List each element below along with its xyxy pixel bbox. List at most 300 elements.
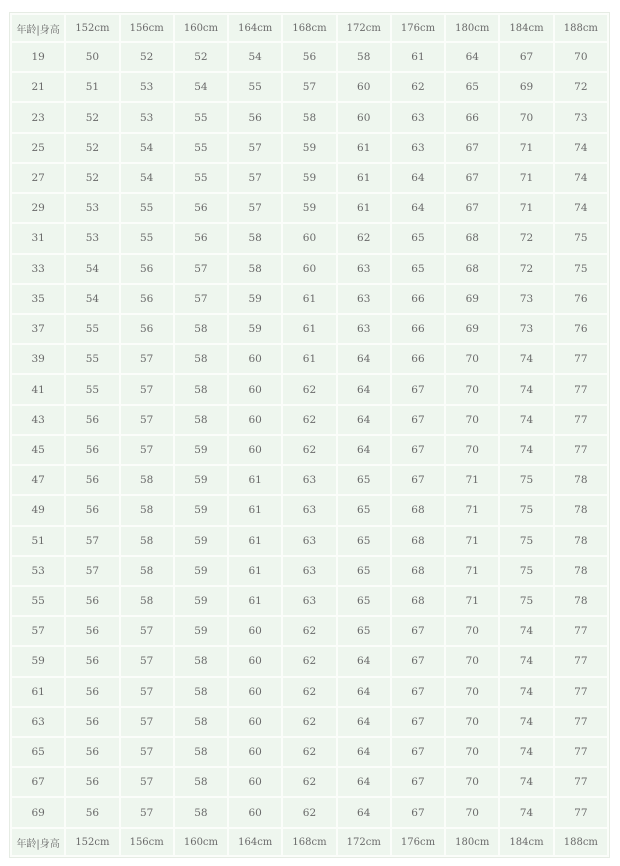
weight-cell: 71 — [446, 557, 498, 585]
weight-cell: 74 — [555, 134, 607, 162]
age-cell: 37 — [12, 315, 64, 343]
weight-cell: 56 — [229, 103, 281, 131]
weight-cell: 53 — [66, 224, 118, 252]
age-cell: 53 — [12, 557, 64, 585]
weight-cell: 56 — [66, 406, 118, 434]
weight-cell: 58 — [283, 103, 335, 131]
table-row — [12, 768, 607, 796]
weight-cell: 57 — [229, 194, 281, 222]
weight-cell: 59 — [283, 194, 335, 222]
weight-cell: 58 — [229, 224, 281, 252]
weight-cell: 68 — [446, 224, 498, 252]
weight-cell: 61 — [229, 466, 281, 494]
weight-cell: 74 — [500, 617, 552, 645]
weight-cell: 58 — [121, 587, 173, 615]
weight-cell: 70 — [446, 617, 498, 645]
weight-cell: 58 — [121, 466, 173, 494]
weight-cell: 56 — [121, 255, 173, 283]
weight-cell: 61 — [229, 496, 281, 524]
weight-cell: 77 — [555, 768, 607, 796]
weight-cell: 53 — [121, 103, 173, 131]
footer-cell-age-height: 年龄|身高 — [12, 829, 64, 855]
weight-cell: 56 — [66, 647, 118, 675]
weight-cell: 58 — [338, 43, 390, 71]
weight-cell: 57 — [229, 164, 281, 192]
weight-cell: 55 — [66, 345, 118, 373]
weight-cell: 56 — [66, 496, 118, 524]
weight-cell: 63 — [283, 557, 335, 585]
weight-cell: 60 — [229, 436, 281, 464]
weight-cell: 74 — [500, 738, 552, 766]
weight-cell: 75 — [500, 466, 552, 494]
table-row — [12, 103, 607, 131]
weight-cell: 71 — [500, 194, 552, 222]
weight-cell: 77 — [555, 678, 607, 706]
weight-cell: 61 — [338, 164, 390, 192]
table-row — [12, 798, 607, 827]
weight-cell: 75 — [500, 557, 552, 585]
weight-cell: 71 — [446, 496, 498, 524]
weight-cell: 74 — [500, 345, 552, 373]
weight-cell: 78 — [555, 527, 607, 555]
age-cell: 39 — [12, 345, 64, 373]
weight-cell: 64 — [338, 768, 390, 796]
weight-cell: 71 — [500, 134, 552, 162]
table-row — [12, 436, 607, 464]
weight-cell: 61 — [338, 134, 390, 162]
weight-cell: 56 — [121, 315, 173, 343]
footer-cell-height: 172cm — [338, 829, 390, 855]
weight-cell: 60 — [283, 255, 335, 283]
weight-cell: 70 — [446, 375, 498, 403]
table-row — [12, 708, 607, 736]
weight-cell: 61 — [283, 315, 335, 343]
age-cell: 59 — [12, 647, 64, 675]
age-cell: 33 — [12, 255, 64, 283]
weight-cell: 61 — [229, 557, 281, 585]
weight-cell: 60 — [338, 103, 390, 131]
weight-cell: 55 — [66, 375, 118, 403]
age-cell: 25 — [12, 134, 64, 162]
weight-cell: 57 — [121, 798, 173, 827]
weight-cell: 60 — [229, 375, 281, 403]
table-row — [12, 587, 607, 615]
weight-cell: 62 — [338, 224, 390, 252]
weight-cell: 67 — [500, 43, 552, 71]
weight-cell: 62 — [283, 798, 335, 827]
weight-cell: 70 — [446, 647, 498, 675]
weight-cell: 64 — [392, 164, 444, 192]
weight-cell: 74 — [500, 647, 552, 675]
weight-cell: 63 — [338, 255, 390, 283]
weight-cell: 67 — [446, 194, 498, 222]
weight-cell: 57 — [121, 617, 173, 645]
age-cell: 43 — [12, 406, 64, 434]
weight-cell: 57 — [121, 375, 173, 403]
weight-cell: 70 — [555, 43, 607, 71]
age-cell: 51 — [12, 527, 64, 555]
weight-cell: 56 — [66, 436, 118, 464]
weight-cell: 70 — [446, 798, 498, 827]
weight-cell: 68 — [392, 557, 444, 585]
weight-cell: 78 — [555, 557, 607, 585]
weight-cell: 59 — [175, 557, 227, 585]
weight-cell: 61 — [229, 527, 281, 555]
weight-cell: 57 — [283, 73, 335, 101]
weight-cell: 55 — [229, 73, 281, 101]
weight-cell: 66 — [392, 315, 444, 343]
weight-cell: 54 — [175, 73, 227, 101]
weight-cell: 59 — [175, 527, 227, 555]
weight-cell: 65 — [392, 224, 444, 252]
weight-cell: 70 — [446, 708, 498, 736]
weight-cell: 74 — [500, 708, 552, 736]
weight-cell: 60 — [229, 738, 281, 766]
weight-cell: 56 — [66, 738, 118, 766]
table-row — [12, 73, 607, 101]
table-row — [12, 224, 607, 252]
weight-cell: 67 — [446, 164, 498, 192]
weight-cell: 67 — [392, 647, 444, 675]
header-cell-age-height: 年龄|身高 — [12, 15, 64, 41]
weight-cell: 58 — [175, 345, 227, 373]
weight-cell: 71 — [446, 466, 498, 494]
footer-cell-height: 180cm — [446, 829, 498, 855]
weight-cell: 67 — [392, 738, 444, 766]
weight-cell: 58 — [175, 315, 227, 343]
weight-cell: 54 — [229, 43, 281, 71]
table-header — [12, 15, 607, 41]
age-cell: 63 — [12, 708, 64, 736]
weight-cell: 66 — [392, 285, 444, 313]
weight-cell: 77 — [555, 798, 607, 827]
header-row — [12, 15, 607, 41]
weight-cell: 63 — [338, 285, 390, 313]
weight-cell: 71 — [500, 164, 552, 192]
weight-cell: 74 — [500, 798, 552, 827]
weight-cell: 77 — [555, 375, 607, 403]
weight-cell: 56 — [66, 708, 118, 736]
weight-cell: 56 — [175, 194, 227, 222]
weight-cell: 58 — [175, 406, 227, 434]
weight-cell: 78 — [555, 466, 607, 494]
weight-cell: 60 — [229, 406, 281, 434]
weight-cell: 57 — [121, 406, 173, 434]
weight-cell: 68 — [392, 527, 444, 555]
weight-cell: 74 — [500, 678, 552, 706]
footer-cell-height: 168cm — [283, 829, 335, 855]
footer-cell-height: 156cm — [121, 829, 173, 855]
weight-cell: 60 — [338, 73, 390, 101]
weight-cell: 57 — [175, 255, 227, 283]
age-cell: 41 — [12, 375, 64, 403]
weight-cell: 63 — [283, 527, 335, 555]
weight-cell: 65 — [338, 587, 390, 615]
weight-cell: 77 — [555, 647, 607, 675]
weight-cell: 64 — [446, 43, 498, 71]
weight-cell: 62 — [283, 375, 335, 403]
weight-cell: 56 — [66, 466, 118, 494]
weight-cell: 78 — [555, 496, 607, 524]
table-row — [12, 375, 607, 403]
weight-cell: 56 — [66, 587, 118, 615]
table-row — [12, 466, 607, 494]
weight-cell: 60 — [229, 617, 281, 645]
weight-cell: 76 — [555, 315, 607, 343]
weight-cell: 59 — [283, 134, 335, 162]
weight-cell: 58 — [121, 527, 173, 555]
weight-cell: 60 — [229, 345, 281, 373]
weight-cell: 55 — [175, 164, 227, 192]
weight-cell: 63 — [283, 587, 335, 615]
weight-cell: 52 — [121, 43, 173, 71]
weight-cell: 59 — [229, 285, 281, 313]
weight-cell: 61 — [338, 194, 390, 222]
weight-cell: 60 — [283, 224, 335, 252]
table-row — [12, 43, 607, 71]
weight-cell: 59 — [175, 617, 227, 645]
weight-cell: 53 — [66, 194, 118, 222]
weight-cell: 60 — [229, 708, 281, 736]
table-row — [12, 285, 607, 313]
weight-cell: 63 — [338, 315, 390, 343]
weight-cell: 77 — [555, 617, 607, 645]
weight-cell: 58 — [175, 647, 227, 675]
weight-cell: 57 — [121, 345, 173, 373]
weight-cell: 75 — [555, 255, 607, 283]
weight-cell: 63 — [392, 134, 444, 162]
age-cell: 23 — [12, 103, 64, 131]
header-cell-height: 184cm — [500, 15, 552, 41]
weight-cell: 52 — [66, 164, 118, 192]
weight-table-container — [9, 12, 610, 858]
weight-cell: 61 — [229, 587, 281, 615]
age-cell: 65 — [12, 738, 64, 766]
age-cell: 31 — [12, 224, 64, 252]
weight-cell: 70 — [446, 738, 498, 766]
weight-cell: 61 — [392, 43, 444, 71]
weight-cell: 62 — [392, 73, 444, 101]
table-row — [12, 647, 607, 675]
weight-cell: 55 — [121, 224, 173, 252]
weight-cell: 59 — [175, 496, 227, 524]
footer-cell-height: 176cm — [392, 829, 444, 855]
weight-cell: 70 — [446, 406, 498, 434]
footer-cell-height: 164cm — [229, 829, 281, 855]
weight-cell: 75 — [555, 224, 607, 252]
weight-cell: 77 — [555, 345, 607, 373]
weight-cell: 65 — [338, 617, 390, 645]
weight-cell: 62 — [283, 738, 335, 766]
weight-table — [10, 13, 609, 857]
weight-cell: 61 — [283, 285, 335, 313]
weight-cell: 69 — [446, 315, 498, 343]
weight-cell: 71 — [446, 587, 498, 615]
table-row — [12, 134, 607, 162]
footer-cell-height: 152cm — [66, 829, 118, 855]
weight-cell: 78 — [555, 587, 607, 615]
weight-cell: 62 — [283, 436, 335, 464]
weight-cell: 56 — [175, 224, 227, 252]
table-row — [12, 345, 607, 373]
weight-cell: 57 — [121, 678, 173, 706]
weight-cell: 55 — [66, 315, 118, 343]
weight-cell: 62 — [283, 406, 335, 434]
weight-cell: 59 — [175, 436, 227, 464]
weight-cell: 77 — [555, 708, 607, 736]
weight-cell: 55 — [175, 134, 227, 162]
weight-cell: 53 — [121, 73, 173, 101]
weight-cell: 54 — [121, 134, 173, 162]
weight-cell: 60 — [229, 798, 281, 827]
weight-cell: 57 — [66, 557, 118, 585]
weight-cell: 70 — [446, 678, 498, 706]
weight-cell: 65 — [446, 73, 498, 101]
weight-cell: 64 — [338, 738, 390, 766]
weight-cell: 65 — [338, 466, 390, 494]
weight-cell: 56 — [66, 798, 118, 827]
weight-cell: 59 — [175, 466, 227, 494]
table-row — [12, 406, 607, 434]
weight-cell: 65 — [338, 527, 390, 555]
age-cell: 47 — [12, 466, 64, 494]
footer-cell-height: 160cm — [175, 829, 227, 855]
weight-cell: 65 — [338, 557, 390, 585]
table-row — [12, 738, 607, 766]
table-row — [12, 315, 607, 343]
weight-cell: 54 — [66, 285, 118, 313]
weight-cell: 68 — [392, 496, 444, 524]
weight-cell: 76 — [555, 285, 607, 313]
weight-cell: 62 — [283, 768, 335, 796]
age-cell: 69 — [12, 798, 64, 827]
weight-cell: 74 — [555, 194, 607, 222]
header-cell-height: 176cm — [392, 15, 444, 41]
age-cell: 57 — [12, 617, 64, 645]
weight-cell: 64 — [338, 345, 390, 373]
header-cell-height: 160cm — [175, 15, 227, 41]
weight-cell: 57 — [175, 285, 227, 313]
weight-cell: 70 — [500, 103, 552, 131]
weight-cell: 74 — [500, 768, 552, 796]
weight-cell: 67 — [392, 708, 444, 736]
weight-cell: 65 — [392, 255, 444, 283]
weight-cell: 57 — [121, 738, 173, 766]
header-cell-height: 180cm — [446, 15, 498, 41]
weight-cell: 57 — [66, 527, 118, 555]
weight-cell: 56 — [66, 678, 118, 706]
weight-cell: 62 — [283, 678, 335, 706]
weight-cell: 58 — [175, 708, 227, 736]
weight-cell: 63 — [283, 466, 335, 494]
weight-cell: 50 — [66, 43, 118, 71]
weight-cell: 64 — [338, 436, 390, 464]
weight-cell: 68 — [446, 255, 498, 283]
weight-cell: 64 — [338, 678, 390, 706]
weight-cell: 67 — [392, 436, 444, 464]
weight-cell: 62 — [283, 647, 335, 675]
weight-cell: 54 — [66, 255, 118, 283]
weight-cell: 57 — [121, 768, 173, 796]
weight-cell: 63 — [392, 103, 444, 131]
weight-cell: 52 — [175, 43, 227, 71]
weight-cell: 58 — [175, 375, 227, 403]
weight-cell: 58 — [175, 678, 227, 706]
header-cell-height: 188cm — [555, 15, 607, 41]
footer-row — [12, 829, 607, 855]
table-footer — [12, 829, 607, 855]
weight-cell: 58 — [229, 255, 281, 283]
weight-cell: 74 — [500, 436, 552, 464]
weight-cell: 73 — [500, 315, 552, 343]
table-row — [12, 617, 607, 645]
weight-cell: 77 — [555, 738, 607, 766]
table-row — [12, 527, 607, 555]
weight-cell: 62 — [283, 708, 335, 736]
header-cell-height: 164cm — [229, 15, 281, 41]
weight-cell: 66 — [446, 103, 498, 131]
header-cell-height: 152cm — [66, 15, 118, 41]
age-cell: 49 — [12, 496, 64, 524]
weight-cell: 72 — [500, 224, 552, 252]
weight-cell: 65 — [338, 496, 390, 524]
age-cell: 27 — [12, 164, 64, 192]
weight-cell: 58 — [121, 496, 173, 524]
weight-cell: 70 — [446, 768, 498, 796]
weight-cell: 57 — [121, 708, 173, 736]
table-row — [12, 496, 607, 524]
weight-cell: 55 — [175, 103, 227, 131]
weight-cell: 74 — [500, 375, 552, 403]
weight-cell: 64 — [392, 194, 444, 222]
footer-cell-height: 188cm — [555, 829, 607, 855]
header-cell-height: 172cm — [338, 15, 390, 41]
weight-cell: 62 — [283, 617, 335, 645]
weight-cell: 77 — [555, 406, 607, 434]
weight-cell: 69 — [500, 73, 552, 101]
weight-cell: 67 — [392, 798, 444, 827]
weight-cell: 59 — [229, 315, 281, 343]
weight-cell: 71 — [446, 527, 498, 555]
weight-cell: 64 — [338, 647, 390, 675]
weight-cell: 64 — [338, 798, 390, 827]
age-cell: 19 — [12, 43, 64, 71]
weight-cell: 67 — [392, 406, 444, 434]
weight-cell: 59 — [175, 587, 227, 615]
weight-cell: 67 — [446, 134, 498, 162]
weight-cell: 60 — [229, 678, 281, 706]
table-row — [12, 164, 607, 192]
weight-cell: 67 — [392, 375, 444, 403]
weight-cell: 67 — [392, 678, 444, 706]
weight-cell: 77 — [555, 436, 607, 464]
age-cell: 61 — [12, 678, 64, 706]
weight-cell: 72 — [500, 255, 552, 283]
weight-cell: 66 — [392, 345, 444, 373]
weight-cell: 52 — [66, 134, 118, 162]
table-row — [12, 557, 607, 585]
weight-cell: 58 — [175, 768, 227, 796]
table-row — [12, 255, 607, 283]
age-cell: 45 — [12, 436, 64, 464]
weight-cell: 64 — [338, 406, 390, 434]
weight-cell: 67 — [392, 617, 444, 645]
table-row — [12, 194, 607, 222]
weight-cell: 56 — [66, 617, 118, 645]
weight-cell: 73 — [555, 103, 607, 131]
weight-cell: 60 — [229, 647, 281, 675]
weight-cell: 58 — [175, 798, 227, 827]
